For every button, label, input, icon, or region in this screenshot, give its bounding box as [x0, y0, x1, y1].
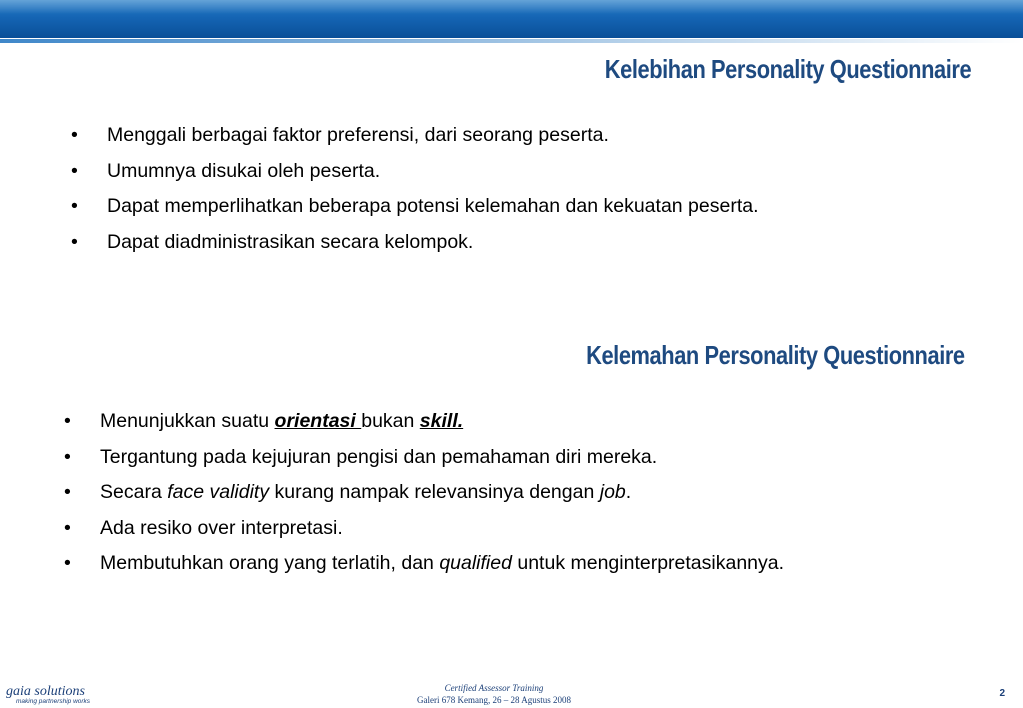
gaia-solutions-logo	[6, 684, 116, 706]
logo-tagline: making partnership works	[16, 698, 91, 705]
page-number: 2	[999, 688, 1005, 699]
top-header-bar	[0, 0, 1023, 38]
section-title-advantages: Kelebihan Personality Questionnaire	[604, 54, 971, 84]
list-item: • Umumnya disukai oleh peserta.	[107, 154, 759, 190]
bullet-icon: •	[64, 410, 71, 432]
list-item: • Ada resiko over interpretasi.	[100, 511, 784, 547]
emphasis-term: face validity	[167, 481, 270, 503]
bullet-icon: •	[71, 230, 78, 253]
list-item: • Membutuhkan orang yang terlatih, dan qualified untuk menginterpretasikannya.	[100, 546, 784, 582]
emphasis-term: job	[599, 481, 626, 503]
list-item: • Menggali berbagai faktor preferensi, dari seorang peserta.	[107, 118, 759, 154]
footer-event-title: Certified Assessor Training	[444, 683, 544, 693]
bullet-icon: •	[64, 516, 71, 539]
emphasis-term: skill.	[419, 410, 464, 432]
footer-info	[380, 682, 608, 706]
list-item: • Dapat memperlihatkan beberapa potensi kelemahan dan kekuatan peserta.	[107, 189, 759, 225]
bullet-icon: •	[64, 552, 71, 574]
bullet-icon: •	[71, 159, 78, 182]
list-item: • Secara face validity kurang nampak relevansinya dengan job.	[100, 475, 784, 511]
list-item: • Tergantung pada kejujuran pengisi dan pemahaman diri mereka.	[100, 440, 784, 476]
advantages-list	[71, 118, 759, 260]
bullet-icon: •	[64, 481, 71, 503]
bullet-icon: •	[71, 195, 78, 217]
footer-venue-date: Galeri 678 Kemang, 26 – 28 Agustus 2008	[417, 695, 571, 705]
weaknesses-list	[64, 404, 785, 582]
emphasis-term: orientasi	[274, 410, 362, 432]
bullet-icon: •	[64, 445, 71, 468]
emphasis-term: qualified	[439, 552, 512, 574]
bullet-icon: •	[71, 124, 78, 146]
header-underline	[0, 39, 1023, 43]
list-item: • Dapat diadministrasikan secara kelompok.	[107, 225, 759, 261]
section-title-weaknesses: Kelemahan Personality Questionnaire	[586, 340, 965, 370]
list-item: • Menunjukkan suatu orientasi bukan skill.	[100, 404, 784, 440]
logo-name: gaia solutions	[6, 684, 85, 699]
